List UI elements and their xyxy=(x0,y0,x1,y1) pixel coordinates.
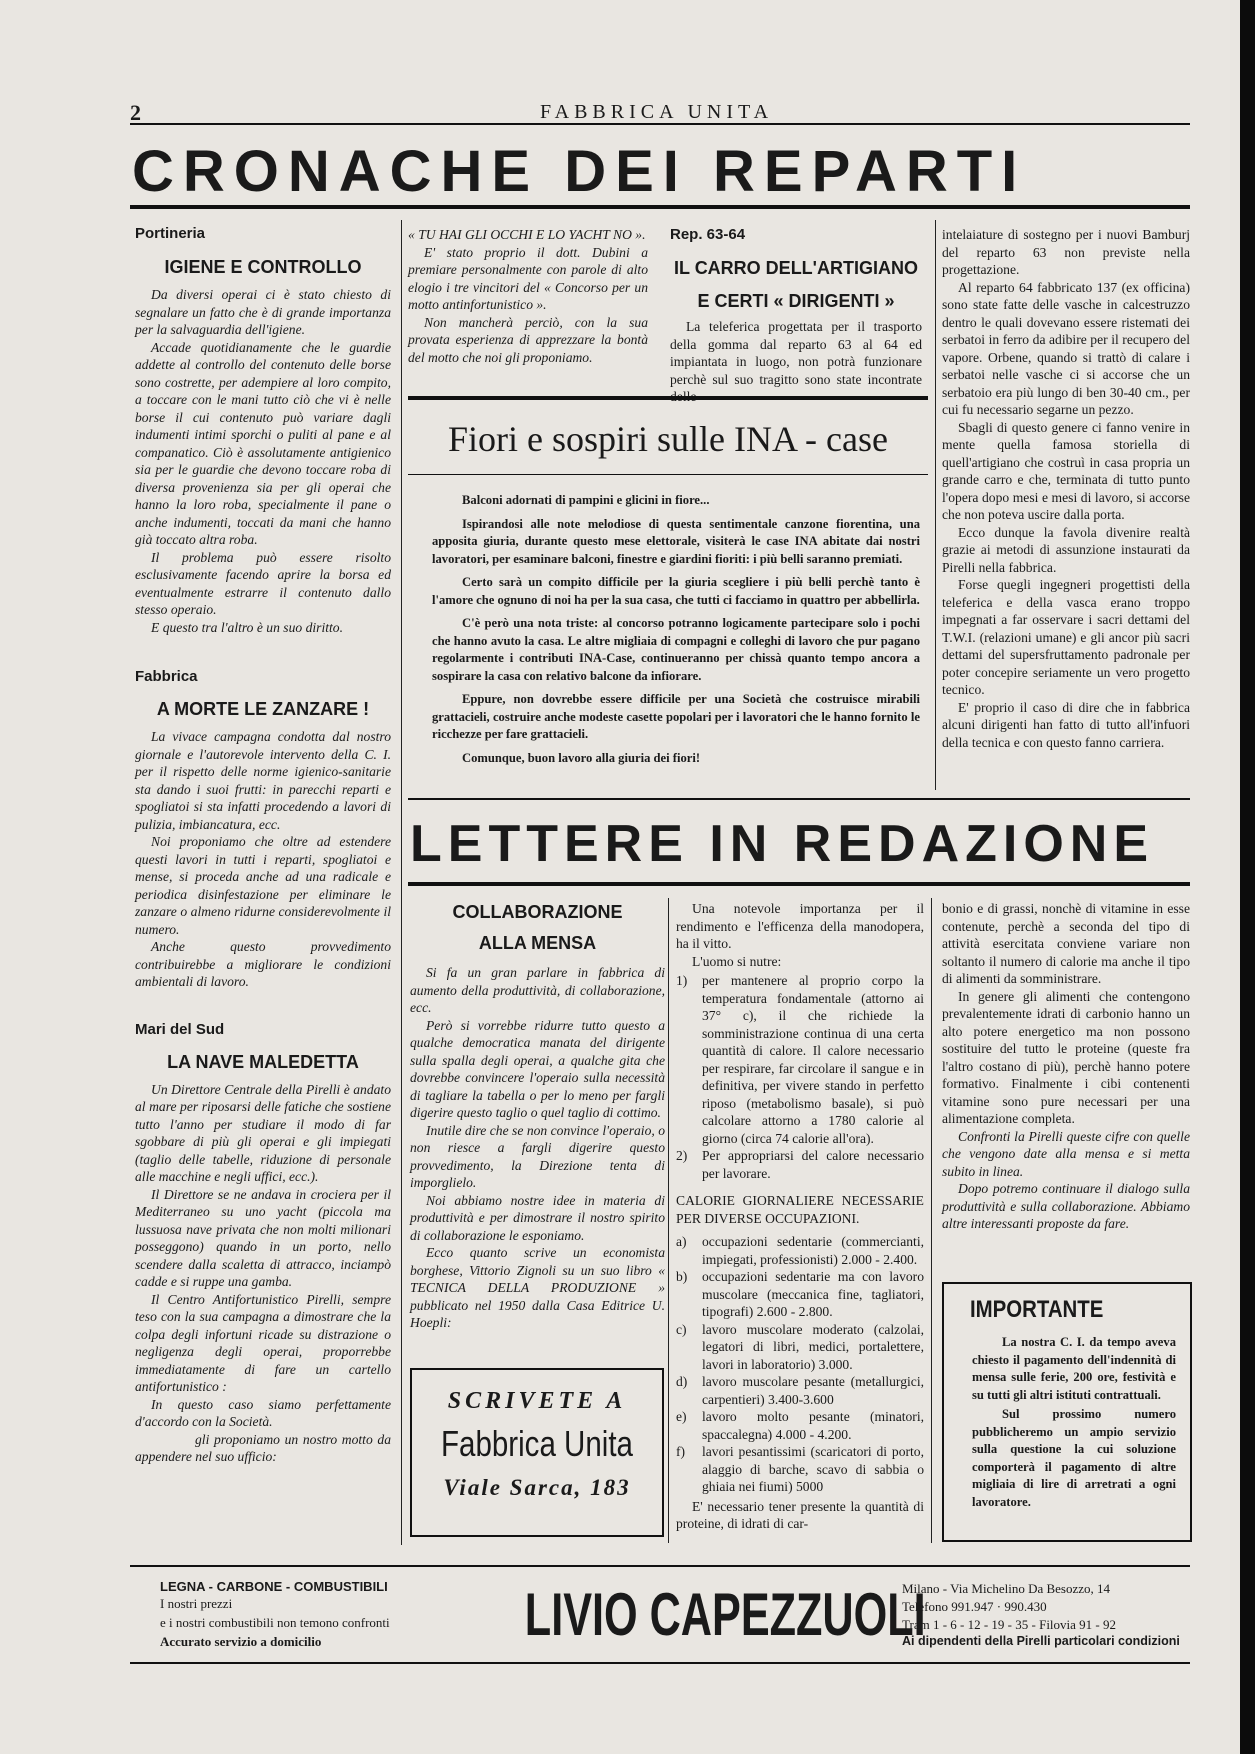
paragraph: In genere gli alimenti che contengono prevalentemente idrati di carbonio hanno un alto potere energetico ma non possono sostituire del tutto le proteine (queste fra l'altro costano di più), perchè hanno potere formativo. Finalmente i cibi contenenti vitamine sono pure necessari per una alimentazione completa. xyxy=(942,988,1190,1126)
article-headline: LA NAVE MALEDETTA xyxy=(167,1051,359,1072)
paragraph: Ispirandosi alle note melodiose di questa sentimentale canzone fiorentina, una apposita giuria, durante questo mese elettorale, visiterà le case INA abitate dai nostri lavoratori, per esaminare balconi, finestre e giardini fioriti: i più belli saranno premiati. xyxy=(432,516,920,566)
article-headline: E CERTI « DIRIGENTI » xyxy=(697,291,895,311)
paragraph: intelaiature di sostegno per i nuovi Bamburj del reparto 63 non previste nella progettazione. xyxy=(942,227,1190,277)
list-item: f) lavori pesantissimi (scaricatori di porto, alaggio di barche, scavo di sabbia o ghiaia nei fiumi) 5000 xyxy=(676,1444,924,1494)
article-body xyxy=(670,318,922,406)
ina-body xyxy=(432,492,920,773)
article-headline: IL CARRO DELL'ARTIGIANO xyxy=(674,258,918,278)
article-headline: COLLABORAZIONE xyxy=(452,902,623,922)
ad-top-rule xyxy=(130,1565,1190,1567)
ad-right-text xyxy=(902,1580,1192,1648)
ad-line: e i nostri combustibili non temono confronti xyxy=(160,1615,390,1630)
paragraph: In questo caso siamo perfettamente d'accordo con la Società. xyxy=(135,1396,391,1429)
paragraph: Ecco dunque la favola divenire realtà grazie ai metodi di assunzione instaurati da Pirelli nella fabbrica. xyxy=(942,524,1190,575)
paragraph: Ecco quanto scrive un economista borghese, Vittorio Zignoli su un suo libro « TECNICA DELLA PRODUZIONE » pubblicato nel 1950 dalla Casa Editrice U. Hoepli: xyxy=(410,1245,665,1330)
paragraph: Il problema può essere risolto esclusivamente facendo aprire la borsa ed eventualmente estrarre il contenuto dallo stesso operaio. xyxy=(135,549,391,617)
paragraph: Noi abbiamo nostre idee in materia di produttività e per dimostrare il nostro spirito di collaborazione le esponiamo. xyxy=(410,1192,665,1243)
ad-note: Ai dipendenti della Pirelli particolari condizioni xyxy=(902,1634,1180,1648)
ad-phone: Telefono 991.947 · 990.430 xyxy=(902,1599,1047,1614)
paragraph: La vivace campagna condotta dal nostro giornale e l'autorevole intervento della C. I. per il rispetto delle norme igienico-sanitarie sta dando i suoi frutti: in parecchi reparti e spogliatoi si sta infatti procedendo a lavori di pulizia, imbiancatura, ecc. xyxy=(135,729,391,832)
paragraph: La teleferica progettata per il trasporto della gomma dal reparto 63 al 64 ed impiantata in luogo, non potrà funzionare perchè sul suo tragitto sono state incontrate delle xyxy=(670,319,922,404)
ad-headline: LEGNA - CARBONE - COMBUSTIBILI xyxy=(160,1579,388,1594)
paragraph: C'è però una nota triste: al concorso potranno logicamente partecipare solo i pochi che hanno avuto la casa. Le altre migliaia di compagni e colleghi di lavoro che pur pagano regolarmente i contributi INA-Case, continueranno per chissà quanto tempo ancora a sospirare la casa con relativo balcone da infiorare. xyxy=(432,616,920,683)
section-label: Fabbrica xyxy=(135,668,198,685)
list-item: a) occupazioni sedentarie (commercianti, impiegati, professionisti) 2.000 - 2.400. xyxy=(676,1234,924,1267)
list-item: b) occupazioni sedentarie ma con lavoro muscolare (meccanica fine, tagliatori, tipografi) 2.600 - 2.800. xyxy=(676,1269,924,1319)
list-item: e) lavoro molto pesante (minatori, spaccalegna) 4.000 - 4.200. xyxy=(676,1409,924,1442)
paragraph: E' stato proprio il dott. Dubini a premiare personalmente con parole di alto elogio i tre vincitori del « Concorso per un motto antinfortunistico ». xyxy=(408,244,648,312)
paragraph: Accade quotidianamente che le guardie addette al controllo del contenuto delle borse sono costrette, per adempiere al loro compito, a toccare con le mani tutto ciò che vi è nelle borse il cui contenuto può variare dagli indumenti intimi sporchi o puliti al pane e al companatico. Ciò è assolutamente antigienico sia per le guardie che devono toccare roba di diversa provenienza sia per gli operai che hanno la loro roba, specialmente il pane o anche indumenti, toccati da mani che hanno già toccato altra roba. xyxy=(135,339,391,547)
paragraph: Il Direttore se ne andava in crociera per il Mediterraneo su uno yacht (piccola ma lussuosa nave privata che non molti milionari posseggono) quando in un porto, nello scendere dalla scaletta di attracco, inciampò cadde e si ruppe una gamba. xyxy=(135,1186,391,1289)
column-divider xyxy=(931,898,932,1543)
importante-body xyxy=(972,1334,1176,1511)
list-item: c) lavoro muscolare moderato (calzolai, legatori di libri, medici, portalettere, lavori in laboratorio) 3.000. xyxy=(676,1321,924,1372)
article-body xyxy=(135,728,391,991)
article-headline: ALLA MENSA xyxy=(478,933,597,953)
list xyxy=(676,972,924,1182)
column-1 xyxy=(135,225,391,1466)
ad-line: I nostri prezzi xyxy=(160,1596,233,1611)
page-edge-shadow xyxy=(1240,0,1255,1754)
ad-bottom-rule xyxy=(130,1662,1190,1664)
list-item: 1) per mantenere al proprio corpo la temperatura fondamentale (attorno ai 37° c), il che richiede la somministrazione continua di una certa quantità di calore. Il calore necessario per respirare, far circolare il sangue e in definitiva, per vivere stando in perfetto riposo (metabolismo basale), si può calcolare attorno a 1780 calorie al giorno (circa 74 calorie all'ora). xyxy=(676,973,924,1146)
ina-top-rule xyxy=(408,396,928,400)
paragraph: La nostra C. I. da tempo aveva chiesto il pagamento dell'indennità di mensa sulle ferie, 200 ore, festività e su tutti gli altri istituti contrattuali. xyxy=(972,1335,1176,1402)
importante-box xyxy=(942,1282,1192,1542)
paragraph: Noi proponiamo che oltre ad estendere questi lavori in tutti i reparti, spogliatoi e mense, si proceda anche ad una radicale e periodica disinfestazione per eliminare le zanzare o almeno ridurne considerevolmente il numero. xyxy=(135,834,391,937)
paragraph: Non mancherà perciò, con la sua provata esperienza di apprezzare la bontà del motto che noi gli proponiamo. xyxy=(408,314,648,365)
list-item: 2) Per appropriarsi del calore necessario per lavorare. xyxy=(676,1148,924,1181)
paragraph: Certo sarà un compito difficile per la giuria scegliere i più belli perchè tanto è l'amore che ognuno di noi ha per la sua casa, che tutti ci facciamo in quattro per abbellirla. xyxy=(432,575,920,607)
article-headline: IGIENE E CONTROLLO xyxy=(164,257,362,277)
lettere-rule xyxy=(408,882,1190,886)
article-body xyxy=(410,964,665,1332)
paragraph: Sbagli di questo genere ci fanno venire in mente quella famosa storiella di quell'artigiano che costruì in casa propria un grande carro e che, terminata di tutto punto l'opera dopo mesi e mesi di lavoro, si accorse che non poteva uscire dalla porta. xyxy=(942,419,1190,522)
title-rule xyxy=(130,205,1190,209)
paragraph: Però si vorrebbe ridurre tutto questo a qualche democratica manata del dirigente sulla spalla degli operai, a qualche gita che dovrebbe convincere l'operaio sulla necessità di tagliare la tabella o per lo meno per fargli digerire questo taglio o quel taglio di cottimo. xyxy=(410,1017,665,1120)
paragraph: Anche questo provvedimento contribuirebbe a migliorare le condizioni ambientali di lavoro. xyxy=(135,939,391,989)
paragraph: E' necessario tener presente la quantità di proteine, di idrati di car- xyxy=(676,1498,924,1531)
ad-brand-name: LIVIO CAPEZZUOLI xyxy=(524,1581,926,1648)
paragraph: Comunque, buon lavoro alla giuria dei fiori! xyxy=(462,750,701,765)
column-2 xyxy=(408,226,648,366)
article-headline: A MORTE LE ZANZARE ! xyxy=(156,699,370,719)
paragraph: E' proprio il caso di dire che in fabbrica alcuni dirigenti han fatto di tutto all'infuori della tecnica e con questo fanno carriera. xyxy=(942,699,1190,750)
lettere-top-rule xyxy=(408,798,1190,800)
importante-title: IMPORTANTE xyxy=(970,1296,1104,1323)
table-heading: CALORIE GIORNALIERE NECESSARIE PER DIVERSE OCCUPAZIONI. xyxy=(676,1193,924,1226)
column-6 xyxy=(676,900,924,1533)
ad-transport: Tram 1 - 6 - 12 - 19 - 35 - Filovia 91 - 92 xyxy=(902,1617,1117,1632)
ina-title-rule xyxy=(408,474,928,475)
column-divider xyxy=(935,220,936,790)
column-3 xyxy=(670,226,922,406)
paragraph: Da diversi operai ci è stato chiesto di segnalare un fatto che è di grande importanza per la salvaguardia dell'igiene. xyxy=(135,287,391,337)
header-rule xyxy=(130,123,1190,125)
paragraph: Dopo potremo continuare il dialogo sulla produttività e sulla collaborazione. Abbiamo altre interessanti proposte da fare. xyxy=(942,1181,1190,1231)
masthead: FABBRICA UNITA xyxy=(540,101,774,123)
column-divider xyxy=(668,898,669,1543)
section-title: CRONACHE DEI REPARTI xyxy=(132,139,1027,204)
paragraph: Il Centro Antifortunistico Pirelli, sempre teso con la sua campagna a dimostrare che la colpa degli infortuni ricade su distrazione o negligenza degli operai, proporrebbe immediatamente di fare un cartello antifortunistico : xyxy=(135,1291,391,1394)
ina-headline: Fiori e sospiri sulle INA - case xyxy=(448,419,888,459)
ad-address: Milano - Via Michelino Da Besozzo, 14 xyxy=(902,1581,1111,1596)
list-item: d) lavoro muscolare pesante (metallurgici, carpentieri) 3.400-3.600 xyxy=(676,1374,924,1407)
section-label: Rep. 63-64 xyxy=(670,226,746,243)
scrivete-line-3: Viale Sarca, 183 xyxy=(443,1475,631,1500)
column-5 xyxy=(410,902,665,1332)
ad-left-text xyxy=(160,1579,460,1651)
paragraph: Inutile dire che se non convince l'operaio, o non riesce a fargli digerire questo provvedimento, la Direzione tenta di imporglielo. xyxy=(410,1122,665,1190)
section-label: Portineria xyxy=(135,225,206,242)
section-label: Mari del Sud xyxy=(135,1020,225,1038)
paragraph: Balconi adornati di pampini e glicini in fiore... xyxy=(462,493,710,507)
lettere-headline: LETTERE IN REDAZIONE xyxy=(410,815,1155,873)
scrivete-box xyxy=(410,1368,664,1537)
column-divider xyxy=(401,220,402,1545)
column-7 xyxy=(942,900,1190,1233)
paragraph: L'uomo si nutre: xyxy=(692,953,782,969)
paragraph: Al reparto 64 fabbricato 137 (ex officina) sono state fatte delle vasche in calcestruzzo dentro le quali dovevano essere ristemati dei serbatoi in ferro da adibire per il recupero del vapore. Orbene, quando si trattò di calare i serbatoi nelle vasche ci si accorse che un serbatoio era più lungo di ben 30-40 cm., per cui fu necessario segarne un pezzo. xyxy=(942,279,1190,417)
list xyxy=(676,1233,924,1496)
paragraph: Forse quegli ingegneri progettisti della teleferica e della vasca erano troppo impegnati a far osservare i sacri dettami del T.W.I. (relazioni umane) e gli ancor più sacri dettami del supersfruttamento padronale per poter concepire seriamente un vero progetto tecnico. xyxy=(942,577,1190,697)
scrivete-line-2: Fabbrica Unita xyxy=(441,1423,633,1464)
paragraph: Sul prossimo numero pubblicheremo un ampio servizio sulla questione la cui soluzione comporterà il pagamento di altre migliaia di lire di arretrati a ogni lavoratore. xyxy=(972,1407,1176,1509)
page-number: 2 xyxy=(130,100,141,125)
paragraph: Eppure, non dovrebbe essere difficile per una Società che costruisce mirabili grattacieli, costruire anche modeste casette popolari per i lavoratori che le hanno fornito le ricchezze per fare grattacieli. xyxy=(432,692,920,741)
article-body xyxy=(135,286,391,636)
paragraph: bonio e di grassi, nonchè di vitamine in esse contenute, perchè a seconda del tipo di attività esercitata conviene variare non soltanto il numero di calorie ma anche il tipo di alimenti da somministrare. xyxy=(942,901,1190,986)
column-4 xyxy=(942,226,1190,751)
paragraph: « TU HAI GLI OCCHI E LO YACHT NO ». xyxy=(408,227,646,242)
paragraph: Si fa un gran parlare in fabbrica di aumento della produttività, di collaborazione, ecc. xyxy=(410,965,665,1015)
paragraph: Confronti la Pirelli queste cifre con quelle che vengono date alla mensa e si metta subito in linea. xyxy=(942,1128,1190,1179)
article-body xyxy=(135,1081,391,1466)
paragraph: Una notevole importanza per il rendimento e l'efficenza della manodopera, ha il vitto. xyxy=(676,901,924,951)
paragraph: E questo tra l'altro è un suo diritto. xyxy=(151,619,343,635)
scrivete-line-1: SCRIVETE A xyxy=(447,1388,627,1414)
ad-line: Accurato servizio a domicilio xyxy=(160,1634,322,1649)
paragraph: Un Direttore Centrale della Pirelli è andato al mare per riposarsi delle fatiche che sostiene tutto l'anno per studiare il modo di far sgobbare di più gli operai e gli impiegati (taglio delle tabelle, riduzione di personale alle macchine e negli uffici, ecc.). xyxy=(135,1081,391,1184)
paragraph: gli proponiamo un nostro motto da appendere nel suo ufficio: xyxy=(135,1431,391,1464)
